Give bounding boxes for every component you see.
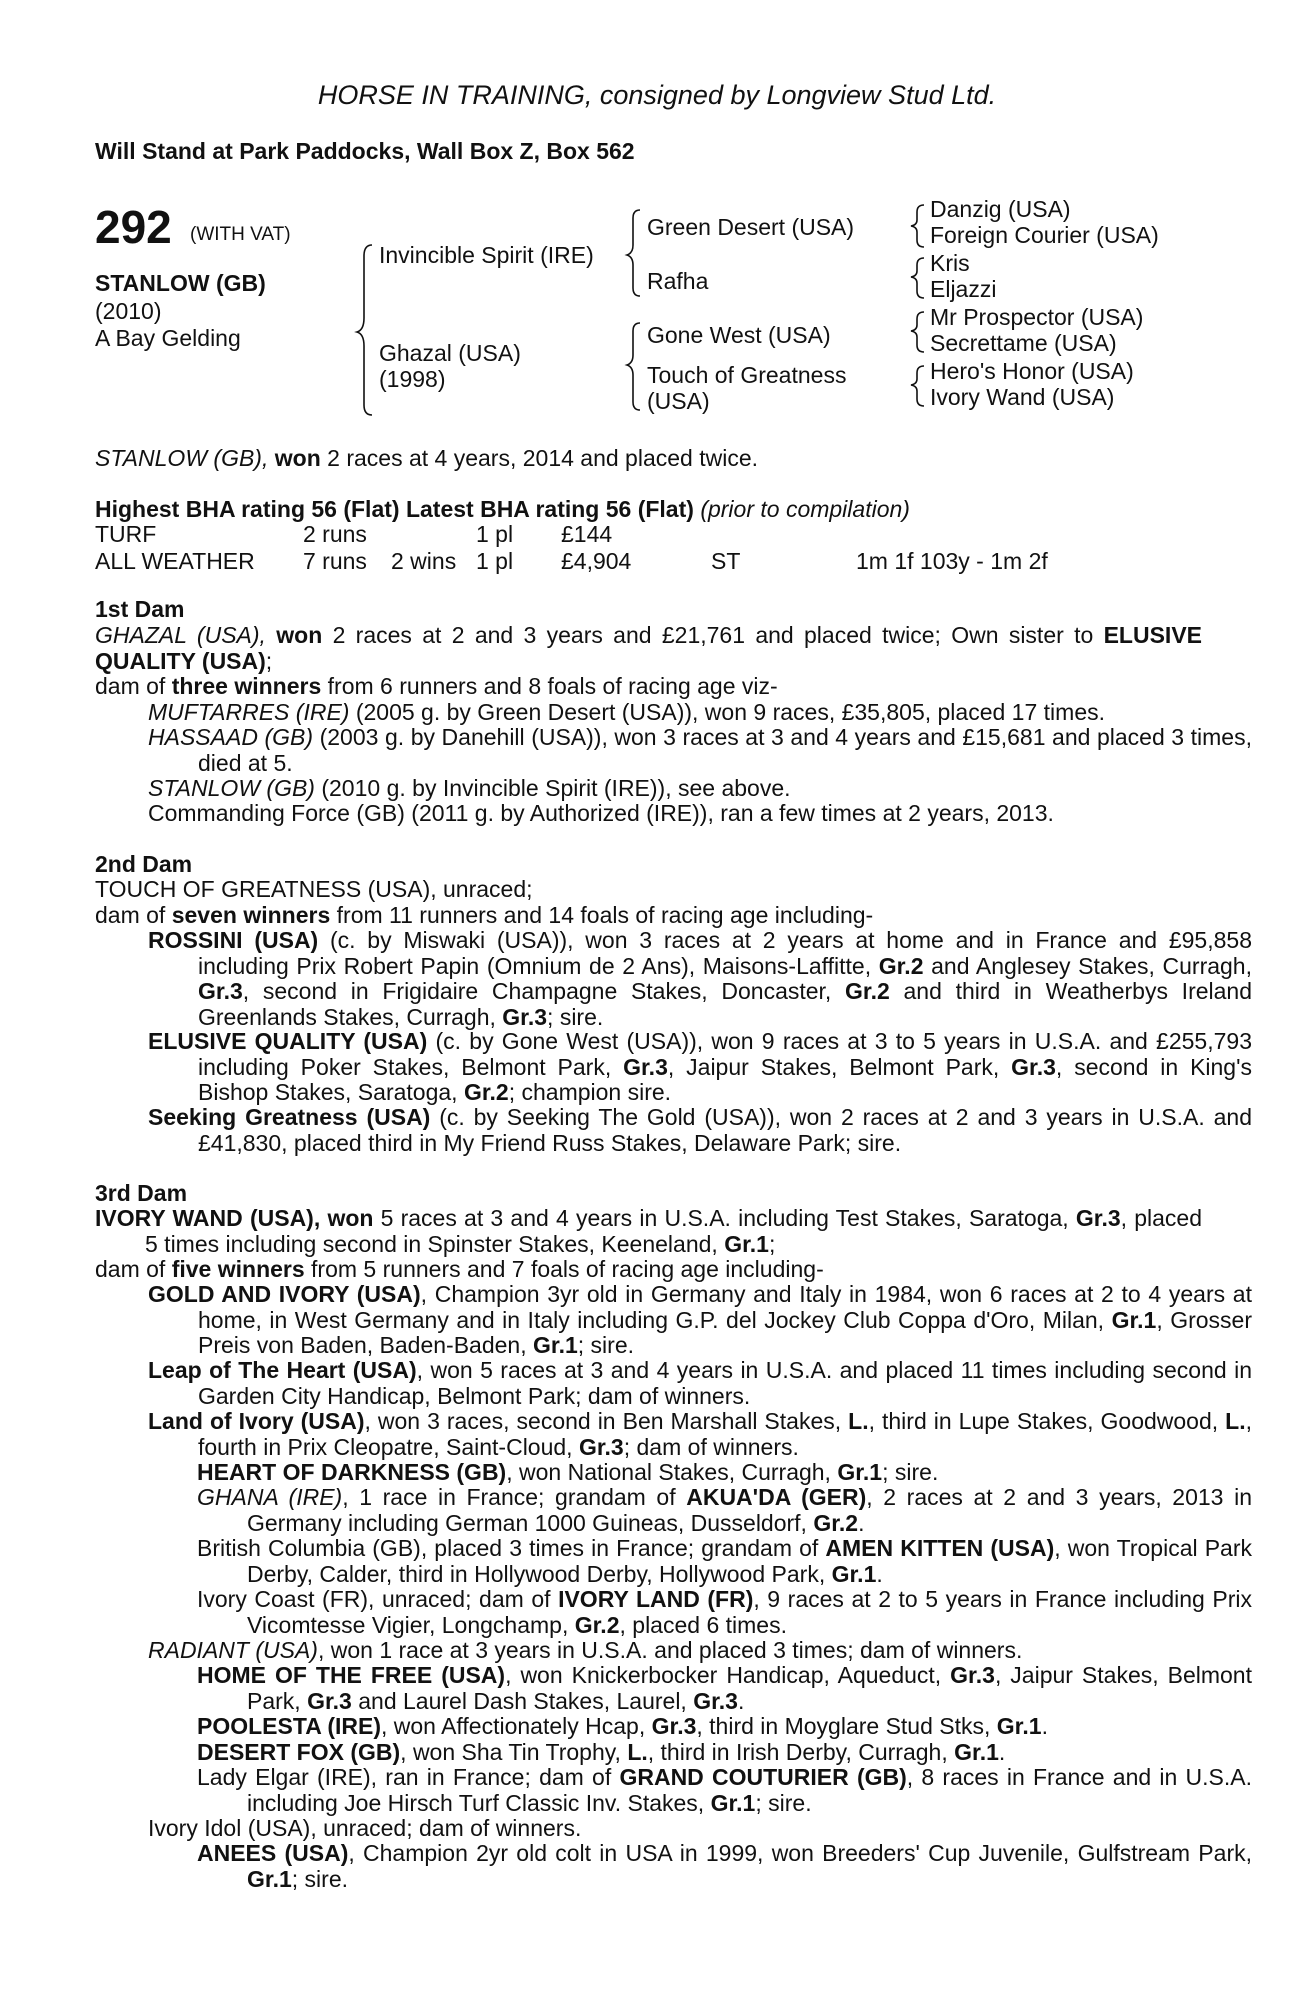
produce-ivory-idol: Ivory Idol (USA), unraced; dam of winners.	[148, 1815, 582, 1841]
ss-dam: Foreign Courier (USA)	[930, 222, 1159, 248]
produce-lady-elgar: Lady Elgar (IRE), ran in France; dam of GRAND COUTURIER (GB), 8 races in France and in U.S.A. including Joe Hirsch Turf Classic Inv. Stakes, Gr.1; sire.	[197, 1764, 1252, 1816]
ds-dam: Secrettame (USA)	[930, 330, 1117, 356]
produce-heart-of-darkness: HEART OF DARKNESS (GB), won National Stakes, Curragh, Gr.1; sire.	[197, 1459, 939, 1485]
produce-land-of-ivory: Land of Ivory (USA), won 3 races, second in Ben Marshall Stakes, L., third in Lupe Stakes, Goodwood, L., fourth in Prix Cleopatre, Saint-Cloud, Gr.3; dam of winners.	[148, 1408, 1253, 1460]
sd-dam: Eljazzi	[930, 276, 997, 302]
produce-poolesta: POOLESTA (IRE), won Affectionately Hcap, Gr.3, third in Moyglare Stud Stks, Gr.1.	[197, 1713, 1048, 1739]
foaling-year: (2010)	[95, 298, 162, 324]
dam-year: (1998)	[379, 366, 446, 392]
produce-gold-and-ivory: GOLD AND IVORY (USA), Champion 3yr old in Germany and Italy in 1984, won 6 races at 2 to 4 years at home, in West Germany and in Italy including G.P. del Jockey Club Coppa d'Oro, Milan, Gr.1, Grosser Preis von Baden, Baden-Baden, Gr.1; sire.	[148, 1281, 1252, 1358]
sire-sire: Green Desert (USA)	[647, 214, 855, 240]
produce-leap-of-the-heart: Leap of The Heart (USA), won 5 races at 3 and 4 years in U.S.A. and placed 11 times including second in Garden City Handicap, Belmont Park; dam of winners.	[148, 1357, 1253, 1409]
sire-name: Invincible Spirit (IRE)	[379, 242, 594, 268]
produce-ghana: GHANA (IRE), 1 race in France; grandam of AKUA'DA (GER), 2 races at 2 and 3 years, 2013 in Germany including German 1000 Guineas, Dusseldorf, Gr.2.	[197, 1484, 1252, 1536]
dd-dam: Ivory Wand (USA)	[930, 384, 1115, 410]
first-dam-text: GHAZAL (USA), won 2 races at 2 and 3 years and £21,761 and placed twice; Own sister to ELUSIVE QUALITY (USA);	[95, 622, 1203, 674]
ss-sire: Danzig (USA)	[930, 196, 1071, 222]
produce-rossini: ROSSINI (USA) (c. by Miswaki (USA)), won 3 races at 2 years at home and in France and £95,858 including Prix Robert Papin (Omnium de 2 Ans), Maisons-Laffitte, Gr.2 and Anglesey Stakes, Curragh, Gr.3, second in Frigidaire Champagne Stakes, Doncaster, Gr.2 and third in Weatherbys Ireland Greenlands Stakes, Curragh, Gr.3; sire.	[148, 927, 1252, 1030]
vat-note: (WITH VAT)	[190, 224, 291, 245]
produce-desert-fox: DESERT FOX (GB), won Sha Tin Trophy, L., third in Irish Derby, Curragh, Gr.1.	[197, 1739, 1006, 1765]
horse-description: A Bay Gelding	[95, 325, 241, 351]
second-dam-produce-intro: dam of seven winners from 11 runners and 14 foals of racing age including-	[95, 902, 874, 928]
third-dam-text: IVORY WAND (USA), won 5 races at 3 and 4 years in U.S.A. including Test Stakes, Saratoga, Gr.3, placed 5 times including second in Spinster Stakes, Keeneland, Gr.1;	[95, 1205, 1203, 1257]
produce-radiant: RADIANT (USA), won 1 race at 3 years in U.S.A. and placed 3 times; dam of winners.	[148, 1637, 1023, 1663]
lot-number: 292	[95, 201, 172, 253]
produce-stanlow: STANLOW (GB) (2010 g. by Invincible Spirit (IRE)), see above.	[148, 775, 791, 801]
produce-british-columbia: British Columbia (GB), placed 3 times in France; grandam of AMEN KITTEN (USA), won Tropical Park Derby, Calder, third in Hollywood Derby, Hollywood Park, Gr.1.	[197, 1535, 1252, 1587]
produce-elusive-quality: ELUSIVE QUALITY (USA) (c. by Gone West (USA)), won 9 races at 3 to 5 years in U.S.A. and £255,793 including Poker Stakes, Belmont Park, Gr.3, Jaipur Stakes, Belmont Park, Gr.3, second in King's Bishop Stakes, Saratoga, Gr.2; champion sire.	[148, 1028, 1252, 1105]
race-summary: STANLOW (GB), won 2 races at 4 years, 2014 and placed twice.	[95, 445, 759, 471]
first-dam-heading: 1st Dam	[95, 596, 185, 622]
second-dam-heading: 2nd Dam	[95, 851, 193, 877]
ds-sire: Mr Prospector (USA)	[930, 304, 1144, 330]
page-title: HORSE IN TRAINING, consigned by Longview Stud Ltd.	[317, 80, 997, 110]
sd-sire: Kris	[930, 250, 970, 276]
produce-hassaad: HASSAAD (GB) (2003 g. by Danehill (USA)), won 3 races at 3 and 4 years and £15,681 and placed 3 times, died at 5.	[148, 724, 1252, 776]
third-dam-heading: 3rd Dam	[95, 1180, 188, 1206]
dam-sire: Gone West (USA)	[647, 322, 831, 348]
dam-dam-line1: Touch of Greatness	[647, 362, 847, 388]
bha-rating: Highest BHA rating 56 (Flat) Latest BHA rating 56 (Flat) (prior to compilation)	[95, 496, 910, 522]
table-row: TURF 2 runs 1 pl £144	[95, 521, 613, 547]
sire-dam: Rafha	[647, 268, 709, 294]
third-dam-produce-intro: dam of five winners from 5 runners and 7 foals of racing age including-	[95, 1256, 824, 1282]
table-row: ALL WEATHER 7 runs 2 wins 1 pl £4,904 ST 1m 1f 103y - 1m 2f	[95, 548, 1048, 574]
second-dam-line: TOUCH OF GREATNESS (USA), unraced;	[95, 876, 533, 902]
produce-home-of-the-free: HOME OF THE FREE (USA), won Knickerbocker Handicap, Aqueduct, Gr.3, Jaipur Stakes, Belmont Park, Gr.3 and Laurel Dash Stakes, Laurel, Gr.3.	[197, 1662, 1252, 1714]
stand-location: Will Stand at Park Paddocks, Wall Box Z, Box 562	[95, 138, 635, 164]
first-dam-produce-intro: dam of three winners from 6 runners and 8 foals of racing age viz-	[95, 673, 778, 699]
dam-dam-line2: (USA)	[647, 388, 710, 414]
produce-commanding-force: Commanding Force (GB) (2011 g. by Authorized (IRE)), ran a few times at 2 years, 2013.	[148, 800, 1054, 826]
horse-name: STANLOW (GB)	[95, 270, 266, 296]
produce-muftarres: MUFTARRES (IRE) (2005 g. by Green Desert (USA)), won 9 races, £35,805, placed 17 times.	[148, 699, 1105, 725]
produce-ivory-coast: Ivory Coast (FR), unraced; dam of IVORY LAND (FR), 9 races at 2 to 5 years in France including Prix Vicomtesse Vigier, Longchamp, Gr.2, placed 6 times.	[197, 1586, 1252, 1638]
produce-seeking-greatness: Seeking Greatness (USA) (c. by Seeking The Gold (USA)), won 2 races at 2 and 3 years in U.S.A. and £41,830, placed third in My Friend Russ Stakes, Delaware Park; sire.	[148, 1104, 1252, 1156]
dam-name: Ghazal (USA)	[379, 340, 521, 366]
dd-sire: Hero's Honor (USA)	[930, 358, 1134, 384]
race-record-table	[95, 521, 1048, 575]
produce-anees: ANEES (USA), Champion 2yr old colt in USA in 1999, won Breeders' Cup Juvenile, Gulfstream Park, Gr.1; sire.	[197, 1840, 1252, 1892]
